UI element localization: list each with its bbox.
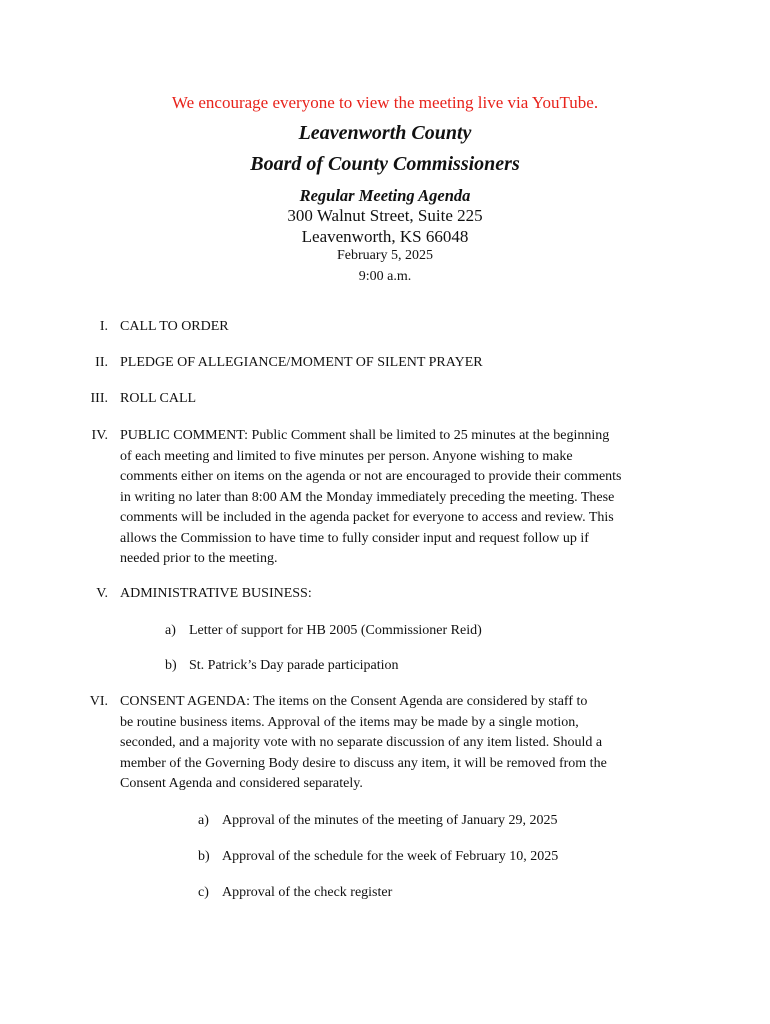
paragraph-line: in writing no later than 8:00 AM the Monday immediately preceding the meeting. These <box>120 489 615 505</box>
sub-item-letter: b) <box>165 658 177 673</box>
item-number: IV. <box>91 428 108 443</box>
meeting-time: 9:00 a.m. <box>358 269 412 284</box>
paragraph-line: seconded, and a majority vote with no separate discussion of any item listed. Should a <box>120 735 603 750</box>
item-paragraph <box>120 426 665 570</box>
item-text: PLEDGE OF ALLEGIANCE/MOMENT OF SILENT PRAYER <box>120 355 483 370</box>
sub-item-letter: a) <box>198 813 209 828</box>
paragraph-line: CONSENT AGENDA: The items on the Consent Agenda are considered by staff to <box>120 694 588 709</box>
item-text: ADMINISTRATIVE BUSINESS: <box>120 586 312 601</box>
sub-item-letter: a) <box>165 623 176 638</box>
paragraph-line: allows the Commission to have time to fully consider input and request follow up if <box>120 530 589 546</box>
address-line-1: 300 Walnut Street, Suite 225 <box>287 206 483 225</box>
sub-item-letter: c) <box>198 885 209 900</box>
paragraph-line: comments will be included in the agenda packet for everyone to access and review. This <box>120 510 614 525</box>
sub-item <box>198 811 558 831</box>
paragraph-line: comments either on items on the agenda or not are encouraged to provide their comments <box>120 469 622 484</box>
sub-item <box>198 847 558 867</box>
youtube-notice: We encourage everyone to view the meeting live via YouTube. <box>171 93 599 112</box>
paragraph-line: PUBLIC COMMENT: Public Comment shall be limited to 25 minutes at the beginning <box>120 428 610 443</box>
sub-item-text: St. Patrick’s Day parade participation <box>189 658 399 673</box>
sub-item-text: Approval of the schedule for the week of February 10, 2025 <box>222 849 559 864</box>
sub-item-text: Letter of support for HB 2005 (Commissioner Reid) <box>189 623 482 638</box>
sub-item <box>165 656 399 676</box>
sub-item-letter: b) <box>198 849 210 864</box>
item-paragraph <box>120 692 665 795</box>
paragraph-line: member of the Governing Body desire to discuss any item, it will be removed from the <box>120 755 607 771</box>
board-title: Board of County Commissioners <box>250 153 520 175</box>
item-number: III. <box>90 391 108 406</box>
item-number: I. <box>99 319 108 334</box>
item-number: II. <box>95 355 108 370</box>
meeting-type: Regular Meeting Agenda <box>299 186 471 205</box>
paragraph-line: needed prior to the meeting. <box>120 551 278 566</box>
item-text: CALL TO ORDER <box>120 319 229 334</box>
paragraph-line: Consent Agenda and considered separately. <box>120 776 363 791</box>
item-number: V. <box>96 586 108 601</box>
sub-item-text: Approval of the check register <box>222 885 393 900</box>
item-number: VI. <box>89 694 108 709</box>
county-title: Leavenworth County <box>298 122 472 144</box>
sub-item <box>198 883 392 903</box>
paragraph-line: of each meeting and limited to five minutes per person. Anyone wishing to make <box>120 448 573 464</box>
sub-item-text: Approval of the minutes of the meeting of January 29, 2025 <box>222 813 558 828</box>
item-text: ROLL CALL <box>120 391 197 406</box>
address-line-2: Leavenworth, KS 66048 <box>301 227 469 246</box>
sub-item <box>165 621 482 641</box>
meeting-date: February 5, 2025 <box>336 248 434 263</box>
paragraph-line: be routine business items. Approval of the items may be made by a single motion, <box>120 714 579 730</box>
